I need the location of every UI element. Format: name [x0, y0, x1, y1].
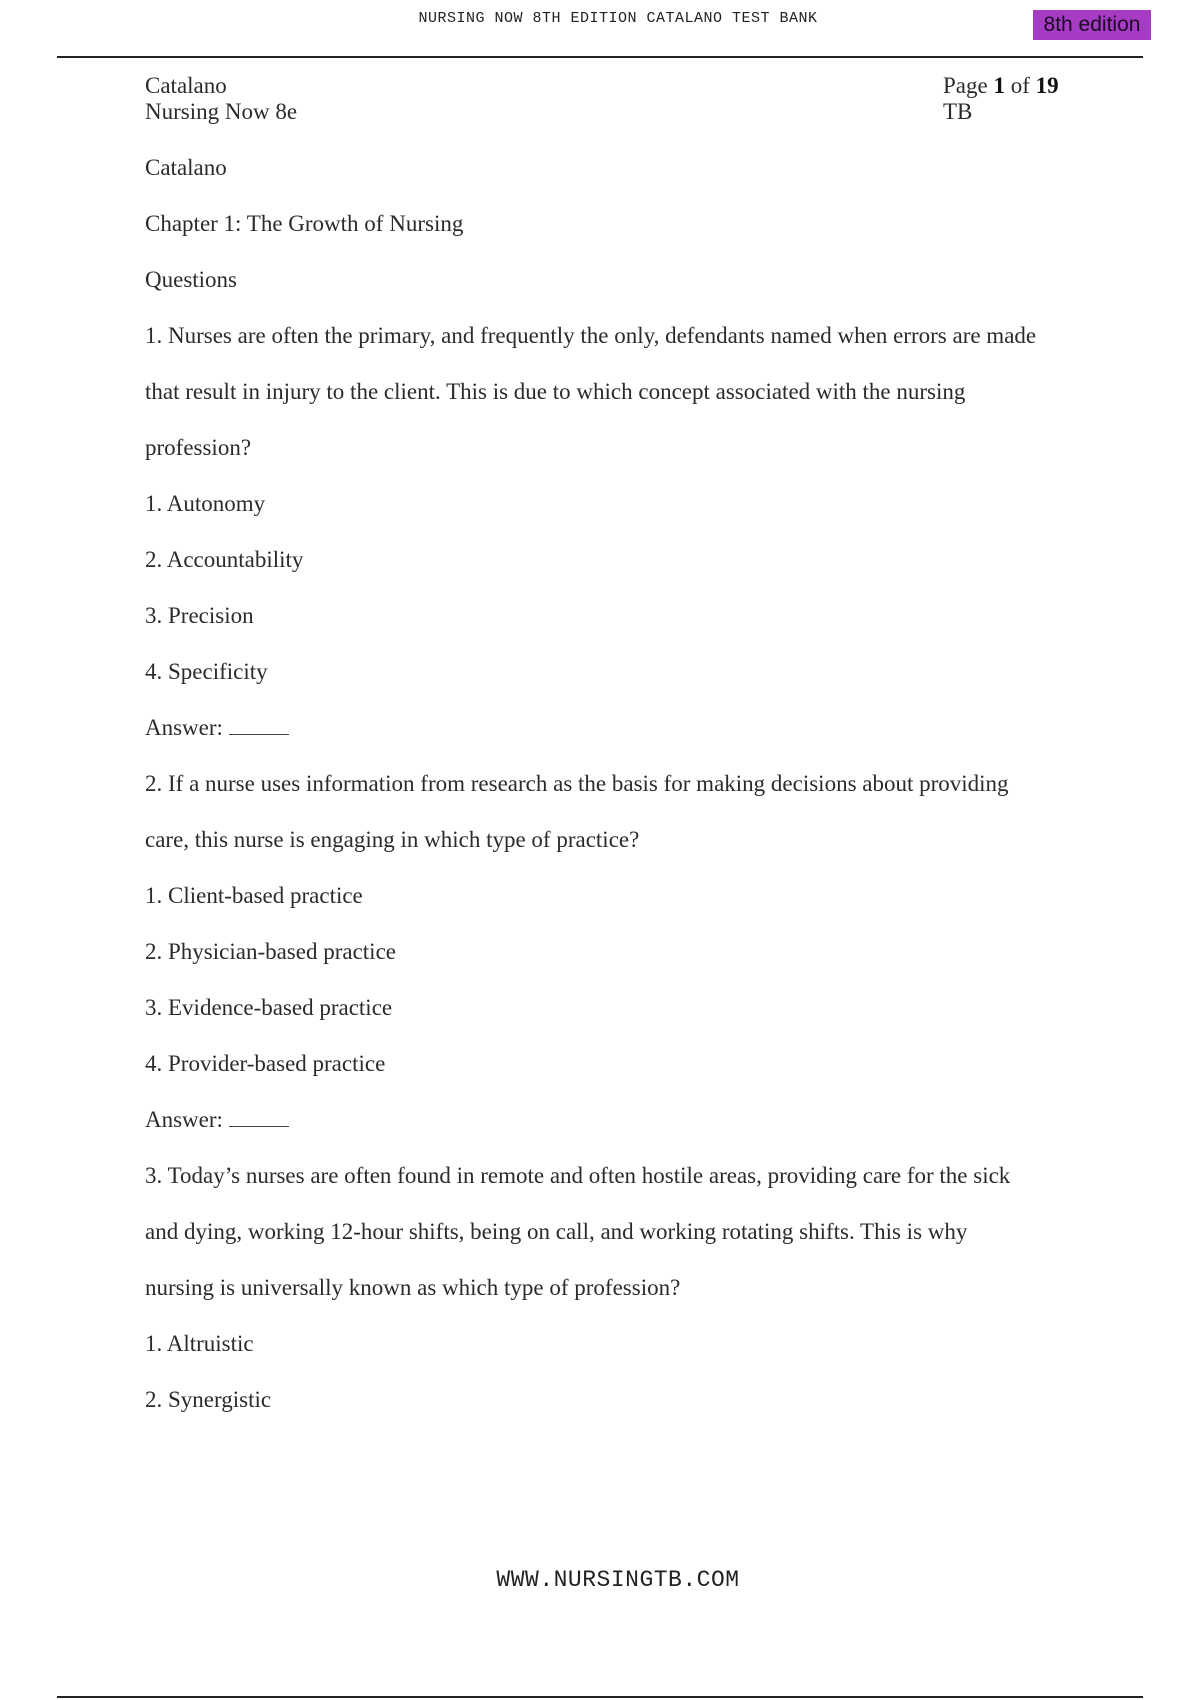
page-word: Page [943, 73, 988, 98]
answer-option: 2. Synergistic [145, 1387, 272, 1412]
answer-option: 2. Physician-based practice [145, 939, 396, 964]
answer-label: Answer: [145, 1107, 223, 1132]
question-text-line: care, this nurse is engaging in which type of practice? [145, 827, 640, 852]
question-3 [145, 1159, 1105, 1439]
answer-option: 1. Client-based practice [145, 883, 363, 908]
footer-website-url: WWW.NURSINGTB.COM [496, 1567, 740, 1593]
header-divider [57, 56, 1143, 58]
answer-option: 4. Provider-based practice [145, 1051, 386, 1076]
question-text-line: nursing is universally known as which type of profession? [145, 1275, 681, 1300]
edition-badge: 8th edition [1033, 10, 1151, 40]
answer-line [145, 1103, 1105, 1159]
header-author: Catalano [145, 73, 227, 98]
question-text-line: 2. If a nurse uses information from research as the basis for making decisions about providing [145, 771, 1009, 796]
answer-option: 3. Precision [145, 603, 254, 628]
question-text-line: 1. Nurses are often the primary, and frequently the only, defendants named when errors are made [145, 323, 1037, 348]
answer-option: 1. Altruistic [145, 1331, 254, 1356]
page-header-right [943, 73, 1059, 125]
question-text-line: 3. Today’s nurses are often found in remote and often hostile areas, providing care for the sick [145, 1163, 1011, 1188]
page-of: of [1010, 73, 1030, 98]
footer-divider [57, 1696, 1143, 1698]
answer-line [145, 711, 1105, 767]
question-text-line: and dying, working 12-hour shifts, being on call, and working rotating shifts. This is why [145, 1219, 968, 1244]
question-2 [145, 767, 1105, 1159]
answer-option: 3. Evidence-based practice [145, 995, 393, 1020]
answer-blank [229, 712, 289, 735]
page-total: 19 [1035, 73, 1059, 98]
answer-label: Answer: [145, 715, 223, 740]
page-header-left [145, 73, 297, 125]
answer-option: 1. Autonomy [145, 491, 266, 516]
header-book-title: Nursing Now 8e [145, 99, 298, 124]
chapter-title: Chapter 1: The Growth of Nursing [145, 211, 464, 236]
header-doc-type: TB [943, 99, 973, 124]
body-author: Catalano [145, 155, 227, 180]
question-text-line: profession? [145, 435, 252, 460]
document-banner-title: NURSING NOW 8TH EDITION CATALANO TEST BANK [418, 10, 818, 27]
section-heading: Questions [145, 267, 237, 292]
page-number [943, 73, 1059, 99]
answer-option: 4. Specificity [145, 659, 268, 684]
page-current: 1 [993, 73, 1005, 98]
document-body [145, 151, 1105, 1439]
question-text-line: that result in injury to the client. This is due to which concept associated with the nursing [145, 379, 966, 404]
answer-blank [229, 1104, 289, 1127]
question-1 [145, 319, 1105, 767]
answer-option: 2. Accountability [145, 547, 304, 572]
